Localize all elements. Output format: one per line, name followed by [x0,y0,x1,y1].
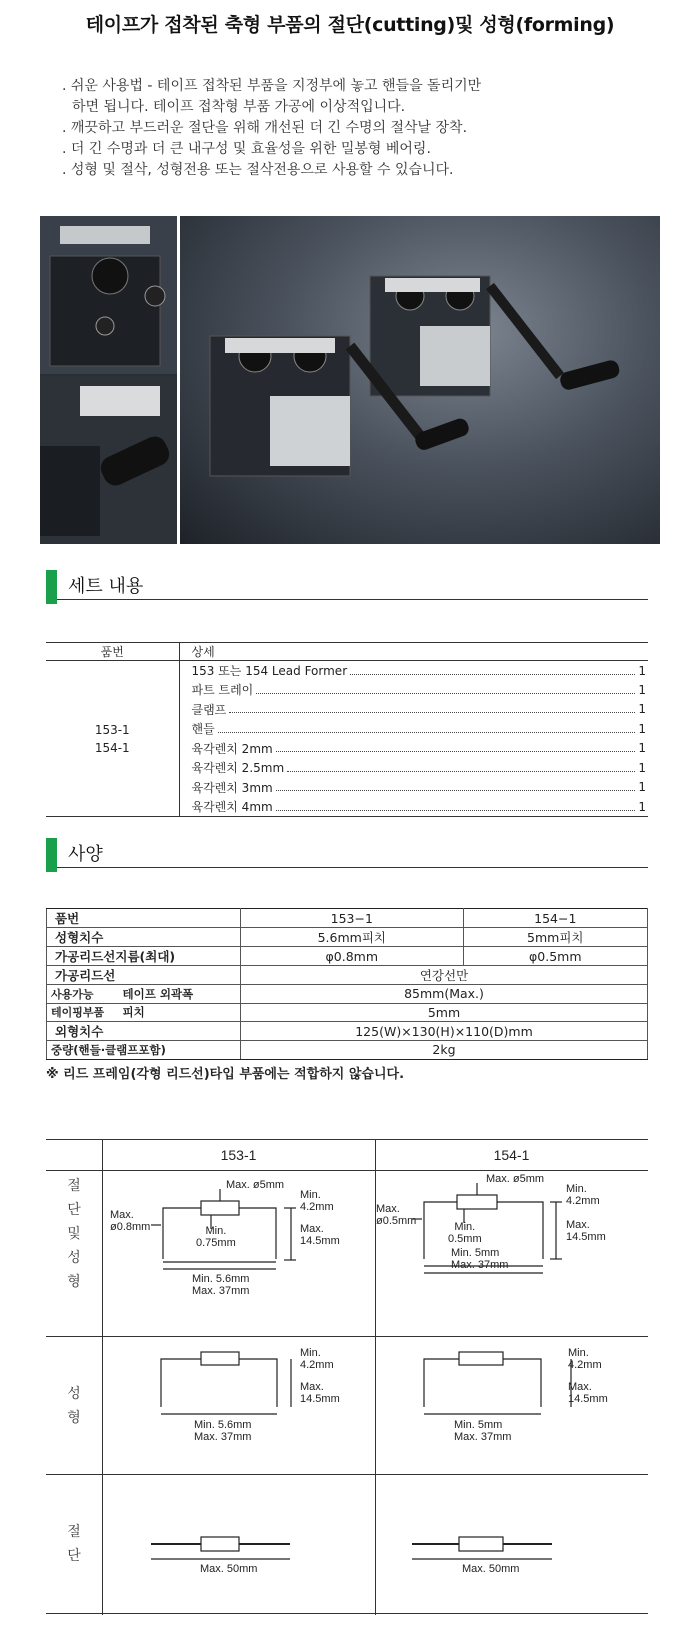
list-item: 육각렌치 2.5mm 1 [191,760,646,776]
part-number: 154-1 [94,740,130,755]
dim-label: Min. 4.2mm [568,1347,602,1371]
spec-section-heading [46,838,648,868]
table-row [47,909,648,928]
table-row [47,1003,648,1022]
dim-label: Min. 4.2mm [566,1183,600,1207]
dim-label: Min. 5mm Max. 37mm [451,1247,509,1271]
spec-label: 외형치수 [47,1022,241,1041]
dim-label: Max. 14.5mm [300,1223,340,1247]
dim-label: Max. 14.5mm [300,1381,340,1405]
spec-value: 5mm [241,1003,648,1022]
list-item: 핸들 1 [191,721,646,737]
dim-label: Min. 5.6mm Max. 37mm [194,1419,252,1443]
list-item: 파트 트레이 1 [191,682,646,698]
dim-label: Min. 5mm Max. 37mm [454,1419,512,1443]
spec-value: 85mm(Max.) [241,985,648,1004]
intro-line: . 깨끗하고 부드러운 절단을 위해 개선된 더 긴 수명의 절삭날 장착. [62,120,468,136]
dim-label: Max. 50mm [200,1563,258,1575]
row-label-cut-form: 절 단 및 성 형 [67,1177,81,1289]
dim-label: Min. 0.75mm [196,1225,236,1249]
list-item: 육각렌치 2mm 1 [191,741,646,756]
table-row [47,928,648,947]
intro-line: . 더 긴 수명과 더 큰 내구성 및 효율성을 위한 밀봉형 베어링. [62,141,431,157]
intro-text [62,76,662,181]
spec-label: 중량(핸들·클램프포함) [47,1041,241,1060]
part-number-cell [46,661,179,817]
spec-value: 5.6mm피치 [241,928,464,947]
dim-label: Max. ø5mm [226,1179,285,1191]
set-section-title: 세트 내용 [68,576,144,597]
spec-value: 2kg [241,1041,648,1060]
spec-note: ※ 리드 프레임(각형 리드선)타입 부품에는 적합하지 않습니다. [46,1067,405,1082]
table-row [47,1022,648,1041]
dim-label: Max. ø0.5mm [376,1203,417,1227]
list-item: 육각렌치 3mm 1 [191,780,646,795]
spec-label: 가공리드선 [47,966,241,985]
spec-label: 테이핑부품 [47,1003,119,1022]
spec-value: φ0.8mm [241,947,464,966]
table-row [47,985,648,1004]
spec-table [46,908,648,1060]
row-label-cut: 절 단 [67,1523,81,1563]
part-number: 153-1 [94,722,130,737]
product-photo-main [180,216,660,544]
intro-line: . 쉬운 사용법 - 테이프 접착된 부품을 지정부에 놓고 핸들을 돌리기만 [62,78,482,94]
spec-label: 성형치수 [47,928,241,947]
table-row [47,966,648,985]
spec-value: 153−1 [241,909,464,928]
dim-label: Max. ø5mm [486,1173,545,1185]
dim-label: Max. 50mm [462,1563,520,1575]
set-contents-table [46,642,648,817]
section-accent-bar [46,570,57,604]
product-photo-closeup [40,216,177,544]
set-section-heading [46,570,648,600]
spec-section-title: 사양 [68,844,103,865]
list-item: 153 또는 154 Lead Former 1 [191,663,646,678]
intro-line: 하면 됩니다. 테이프 접착형 부품 가공에 이상적입니다. [72,99,406,115]
list-item: 육각렌치 4mm 1 [191,799,646,814]
row-label-form: 성 형 [67,1385,81,1425]
dim-label: Max. 14.5mm [566,1219,606,1243]
spec-label: 테이프 외곽폭 [119,985,241,1004]
table-row [47,1041,648,1060]
spec-label: 피치 [119,1003,241,1022]
dim-label: Min. 0.5mm [448,1221,482,1245]
spec-label: 가공리드선지름(최대) [47,947,241,966]
intro-line: . 성형 및 절삭, 성형전용 또는 절삭전용으로 사용할 수 있습니다. [62,162,454,178]
dim-col-154: 154-1 [493,1147,530,1163]
header-part-number: 품번 [46,643,179,661]
table-row [47,947,648,966]
spec-label: 품번 [47,909,241,928]
header-detail: 상세 [179,643,648,661]
dim-label: Min. 5.6mm Max. 37mm [192,1273,250,1297]
dim-label: Max. ø0.8mm [110,1209,151,1233]
spec-value: 154−1 [463,909,647,928]
list-item: 클램프 1 [191,702,646,717]
dim-label: Min. 4.2mm [300,1189,334,1213]
spec-value: φ0.5mm [463,947,647,966]
spec-value: 연강선만 [241,966,648,985]
dim-label: Max. 14.5mm [568,1381,608,1405]
dim-label: Min. 4.2mm [300,1347,334,1371]
page-title: 테이프가 접착된 축형 부품의 절단(cutting)및 성형(forming) [85,14,615,36]
spec-label: 사용가능 [47,985,119,1004]
section-accent-bar [46,838,57,872]
dimension-diagram [46,1139,648,1615]
spec-value: 125(W)×130(H)×110(D)mm [241,1022,648,1041]
dim-col-153: 153-1 [220,1147,257,1163]
spec-value: 5mm피치 [463,928,647,947]
